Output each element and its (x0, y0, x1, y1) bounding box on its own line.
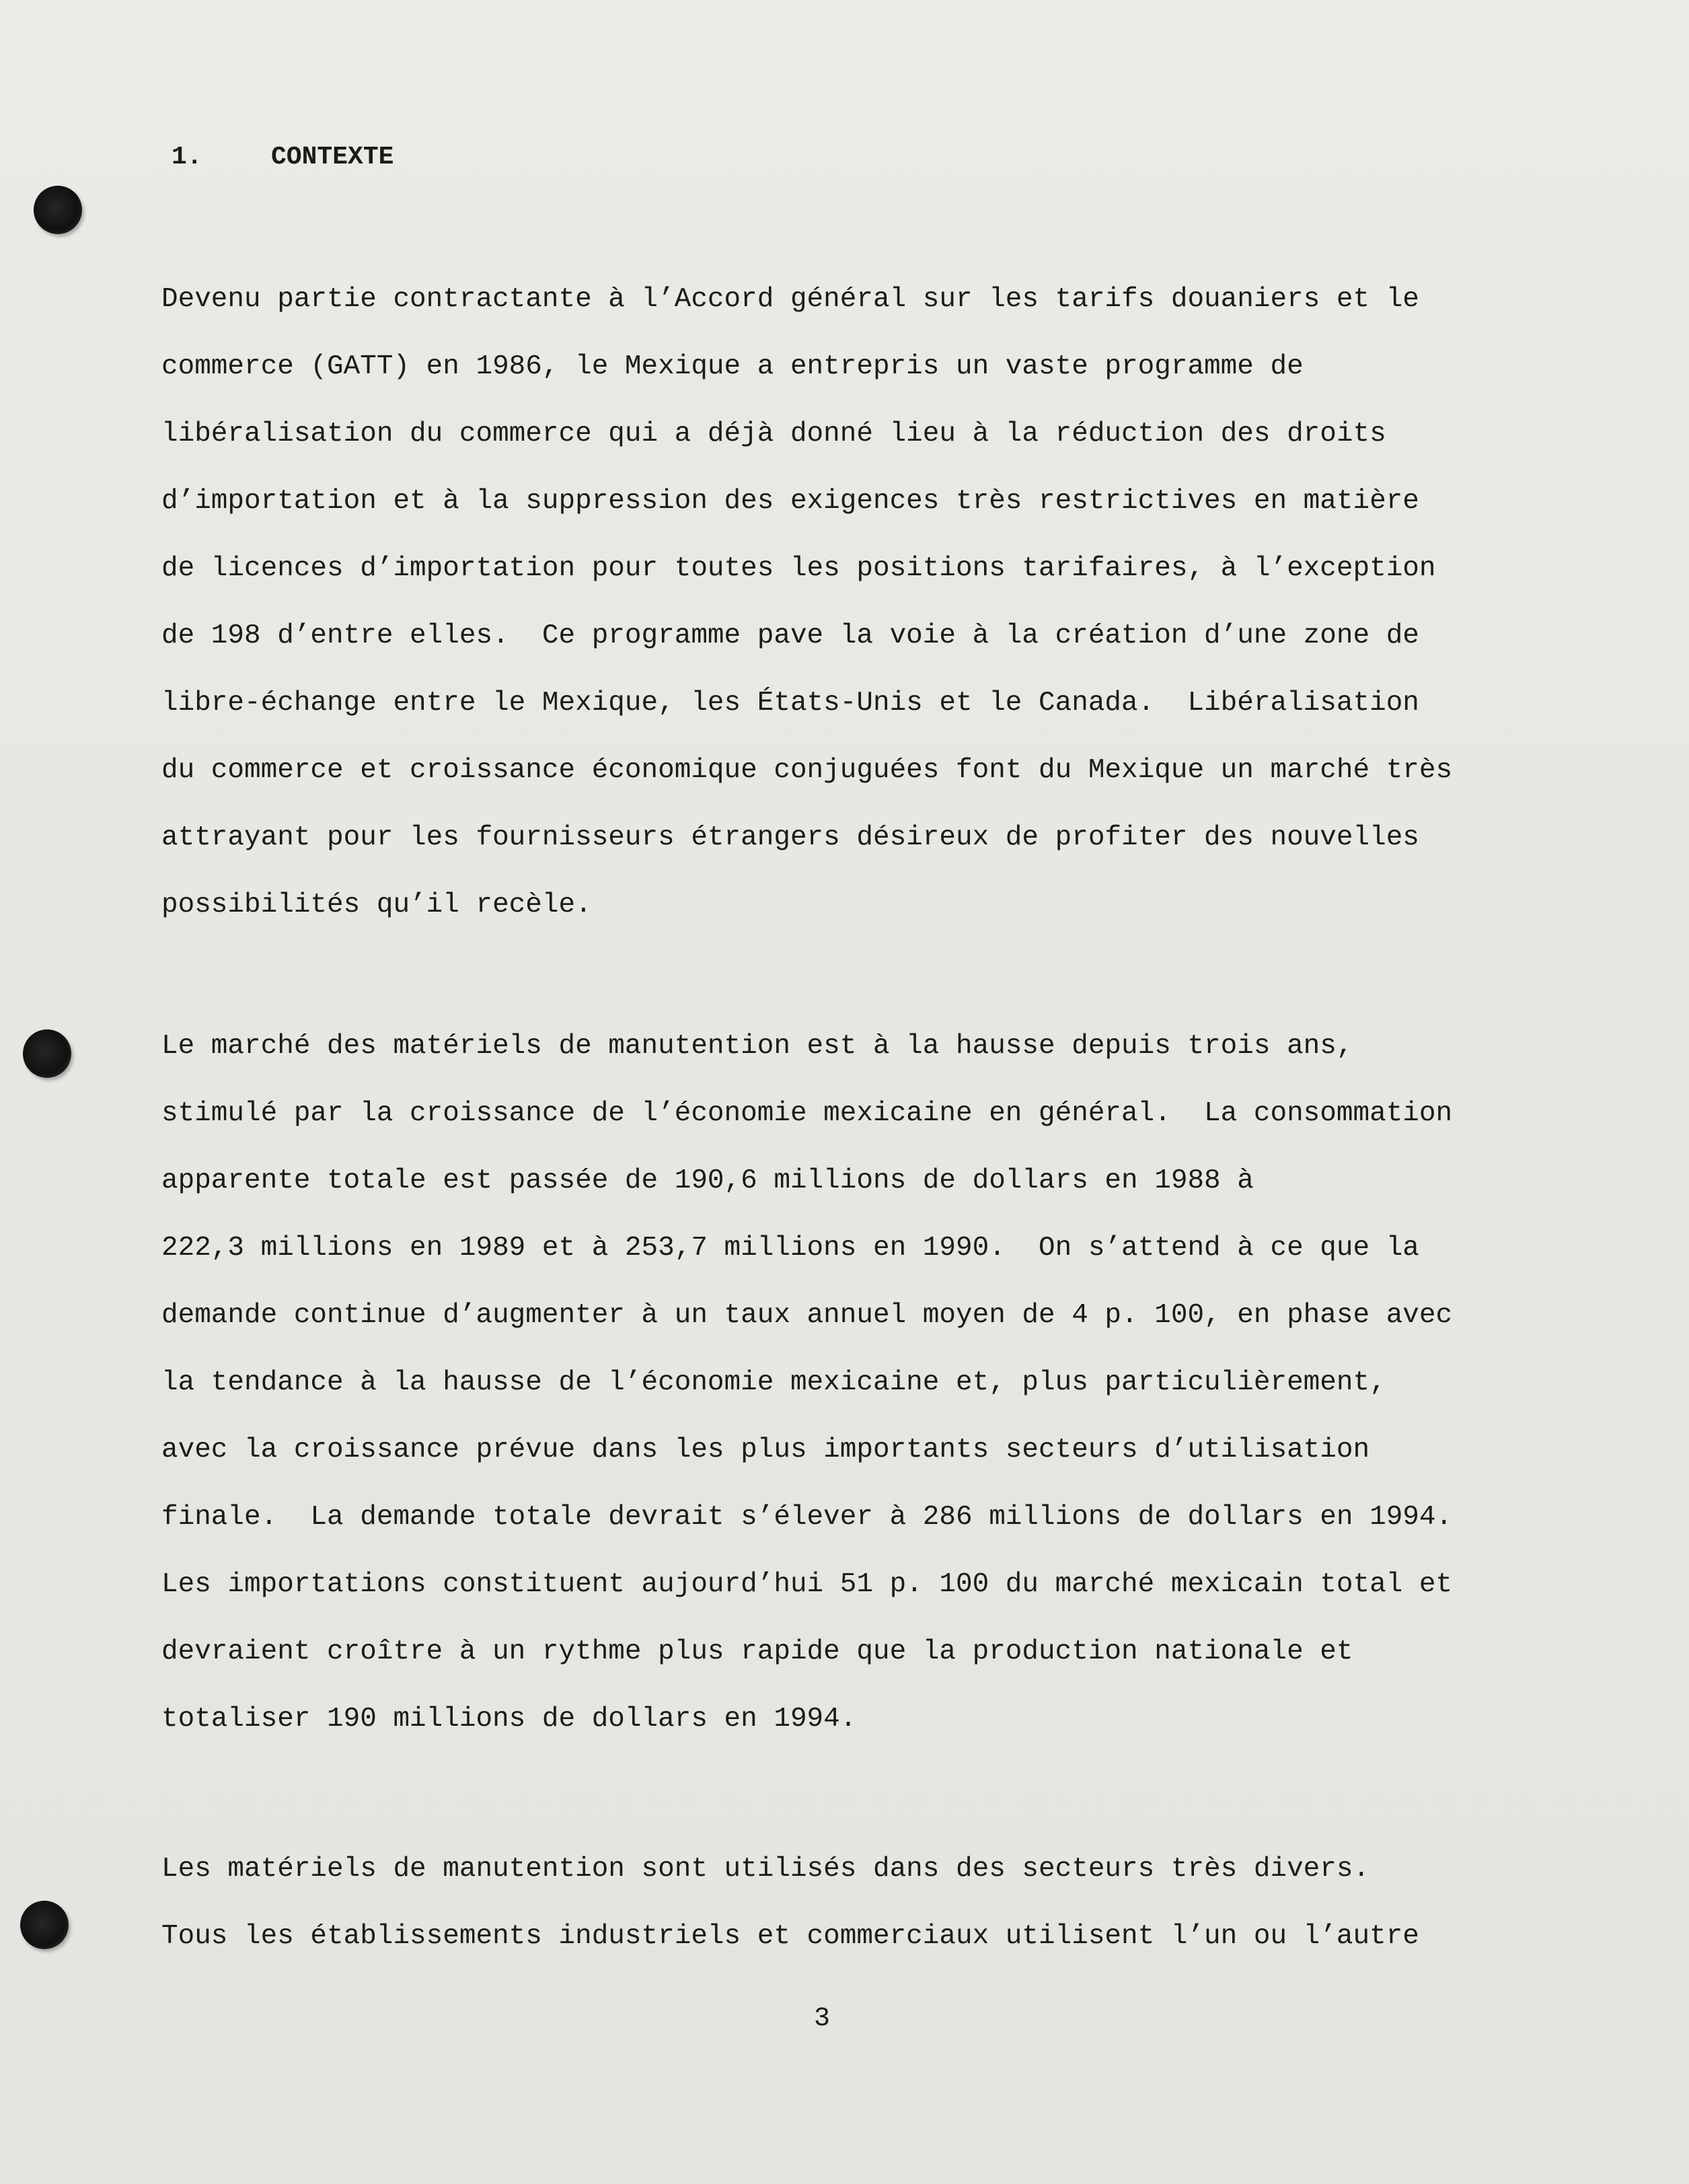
text-line: Devenu partie contractante à l’Accord général sur les tarifs douaniers et le (161, 284, 1419, 315)
text-line: de 198 d’entre elles. Ce programme pave la voie à la création d’une zone de (161, 620, 1419, 651)
text-line: la tendance à la hausse de l’économie mexicaine et, plus particulièrement, (161, 1367, 1386, 1398)
punch-hole-bottom (20, 1901, 69, 1949)
text-line: attrayant pour les fournisseurs étrangers désireux de profiter des nouvelles (161, 822, 1419, 853)
text-line: stimulé par la croissance de l’économie mexicaine en général. La consommation (161, 1098, 1453, 1129)
text-line: de licences d’importation pour toutes les positions tarifaires, à l’exception (161, 553, 1436, 584)
text-line: du commerce et croissance économique conjuguées font du Mexique un marché très (161, 755, 1453, 786)
punch-hole-top (34, 186, 82, 234)
text-line: Les importations constituent aujourd’hui 51 p. 100 du marché mexicain total et (161, 1569, 1453, 1600)
section-number: 1. (172, 143, 202, 172)
text-line: Le marché des matériels de manutention est à la hausse depuis trois ans, (161, 1031, 1353, 1062)
text-line: devraient croître à un rythme plus rapide que la production nationale et (161, 1636, 1353, 1667)
page-number: 3 (814, 2004, 831, 2034)
text-line: libéralisation du commerce qui a déjà donné lieu à la réduction des droits (161, 418, 1386, 449)
text-line: avec la croissance prévue dans les plus importants secteurs d’utilisation (161, 1434, 1370, 1465)
text-line: 222,3 millions en 1989 et à 253,7 millions en 1990. On s’attend à ce que la (161, 1233, 1419, 1264)
text-line: Tous les établissements industriels et commerciaux utilisent l’un ou l’autre (161, 1921, 1419, 1952)
section-title: CONTEXTE (271, 143, 394, 172)
text-line: totaliser 190 millions de dollars en 1994. (161, 1704, 857, 1735)
text-line: commerce (GATT) en 1986, le Mexique a entrepris un vaste programme de (161, 351, 1304, 382)
text-line: libre-échange entre le Mexique, les États-Unis et le Canada. Libéralisation (161, 688, 1419, 719)
text-line: Les matériels de manutention sont utilisés dans des secteurs très divers. (161, 1854, 1370, 1885)
text-line: d’importation et à la suppression des exigences très restrictives en matière (161, 486, 1419, 517)
section-heading (172, 143, 393, 172)
punch-hole-middle (23, 1029, 71, 1078)
text-line: finale. La demande totale devrait s’élever à 286 millions de dollars en 1994. (161, 1502, 1453, 1533)
text-line: demande continue d’augmenter à un taux annuel moyen de 4 p. 100, en phase avec (161, 1300, 1453, 1331)
text-line: apparente totale est passée de 190,6 millions de dollars en 1988 à (161, 1165, 1254, 1196)
paragraph-1 (161, 266, 1520, 939)
paragraph-2 (161, 1013, 1520, 1753)
text-line: possibilités qu’il recèle. (161, 889, 592, 920)
paragraph-3 (161, 1835, 1520, 1970)
